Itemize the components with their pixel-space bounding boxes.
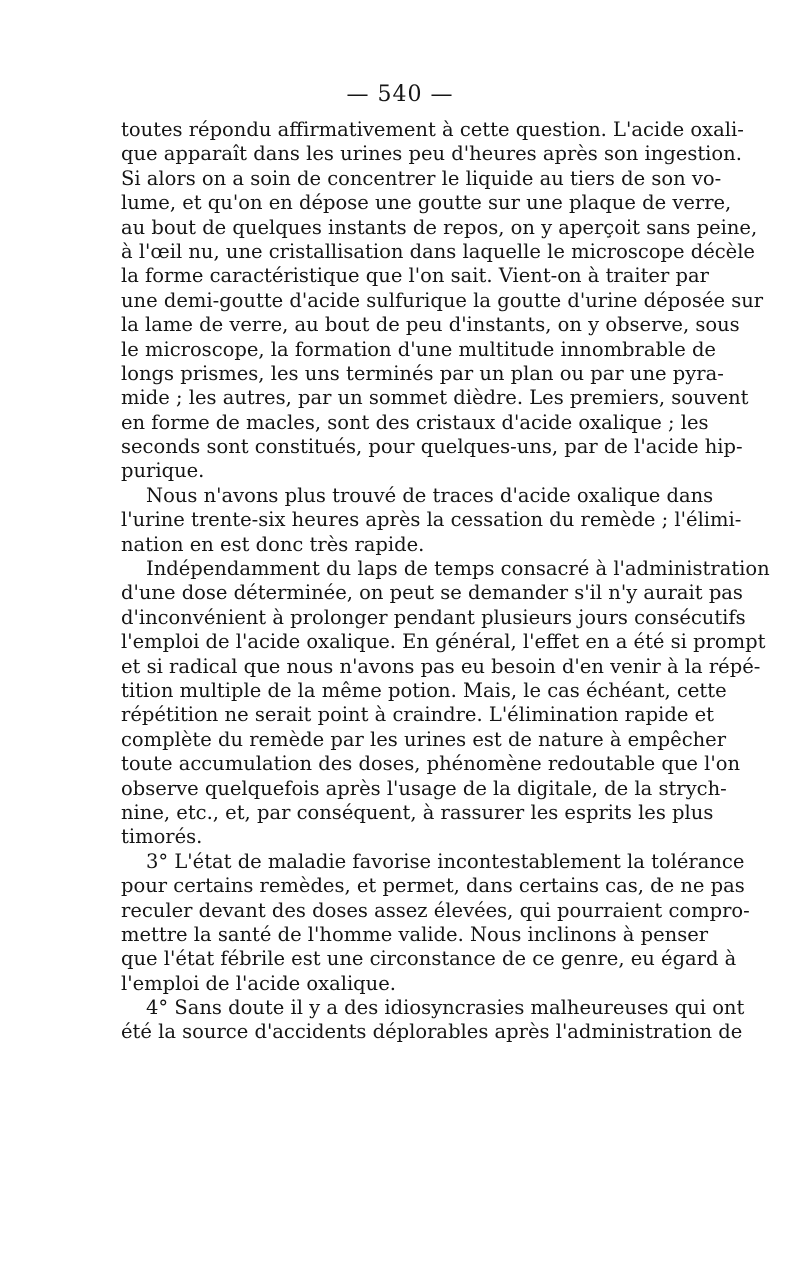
text-line: reculer devant des doses assez élevées, qui pourraient compro- [121, 898, 750, 922]
body-text [121, 118, 770, 1045]
text-line: Nous n'avons plus trouvé de traces d'acide oxalique dans [146, 483, 714, 507]
text-line: que apparaît dans les urines peu d'heures après son ingestion. [121, 142, 742, 166]
page-number: — 540 — [346, 82, 454, 107]
text-line: complète du remède par les urines est de nature à empêcher [121, 727, 727, 751]
text-line: purique. [121, 459, 205, 483]
text-line: toutes répondu affirmativement à cette question. L'acide oxali- [121, 118, 744, 141]
text-line: une demi-goutte d'acide sulfurique la goutte d'urine déposée sur [121, 288, 764, 312]
text-line: Indépendamment du laps de temps consacré à l'administration [146, 557, 770, 581]
text-line: nation en est donc très rapide. [121, 532, 425, 556]
text-line: la lame de verre, au bout de peu d'instants, on y observe, sous [121, 313, 740, 337]
text-line: d'inconvénient à prolonger pendant plusieurs jours consécutifs [121, 605, 746, 629]
text-line: tition multiple de la même potion. Mais, le cas échéant, cette [121, 678, 727, 702]
text-line: l'emploi de l'acide oxalique. En général, l'effet en a été si prompt [121, 630, 766, 654]
text-line: à l'œil nu, une cristallisation dans laquelle le microscope décèle [121, 239, 755, 263]
text-line: 4° Sans doute il y a des idiosyncrasies malheureuses qui ont [146, 996, 745, 1020]
text-line: la forme caractéristique que l'on sait. Vient-on à traiter par [121, 264, 709, 288]
text-line: seconds sont constitués, pour quelques-uns, par de l'acide hip- [121, 435, 743, 459]
text-line: d'une dose déterminée, on peut se demander s'il n'y aurait pas [121, 581, 743, 605]
text-line: répétition ne serait point à craindre. L'élimination rapide et [121, 703, 714, 727]
text-line: et si radical que nous n'avons pas eu besoin d'en venir à la répé- [121, 654, 761, 678]
text-line: en forme de macles, sont des cristaux d'acide oxalique ; les [121, 410, 709, 434]
text-line: l'urine trente-six heures après la cessation du remède ; l'élimi- [121, 508, 742, 532]
text-line: pour certains remèdes, et permet, dans certains cas, de ne pas [121, 874, 745, 898]
text-line: au bout de quelques instants de repos, on y aperçoit sans peine, [121, 215, 758, 239]
text-line: observe quelquefois après l'usage de la digitale, de la strych- [121, 776, 727, 800]
text-line: mettre la santé de l'homme valide. Nous inclinons à penser [121, 922, 709, 946]
text-line: 3° L'état de maladie favorise incontestablement la tolérance [146, 849, 745, 873]
text-line: longs prismes, les uns terminés par un plan ou par une pyra- [121, 361, 724, 385]
text-line: lume, et qu'on en dépose une goutte sur une plaque de verre, [121, 191, 732, 215]
text-line: timorés. [121, 825, 203, 849]
text-line: nine, etc., et, par conséquent, à rassurer les esprits les plus [121, 800, 714, 824]
text-line: Si alors on a soin de concentrer le liquide au tiers de son vo- [121, 166, 722, 190]
text-line: été la source d'accidents déplorables après l'administration de [121, 1020, 743, 1044]
text-line: mide ; les autres, par un sommet dièdre. Les premiers, souvent [121, 386, 749, 410]
text-line: que l'état fébrile est une circonstance de ce genre, eu égard à [121, 947, 737, 971]
text-line: le microscope, la formation d'une multitude innombrable de [121, 337, 716, 361]
text-line: l'emploi de l'acide oxalique. [121, 971, 396, 995]
text-line: toute accumulation des doses, phénomène redoutable que l'on [121, 752, 741, 776]
